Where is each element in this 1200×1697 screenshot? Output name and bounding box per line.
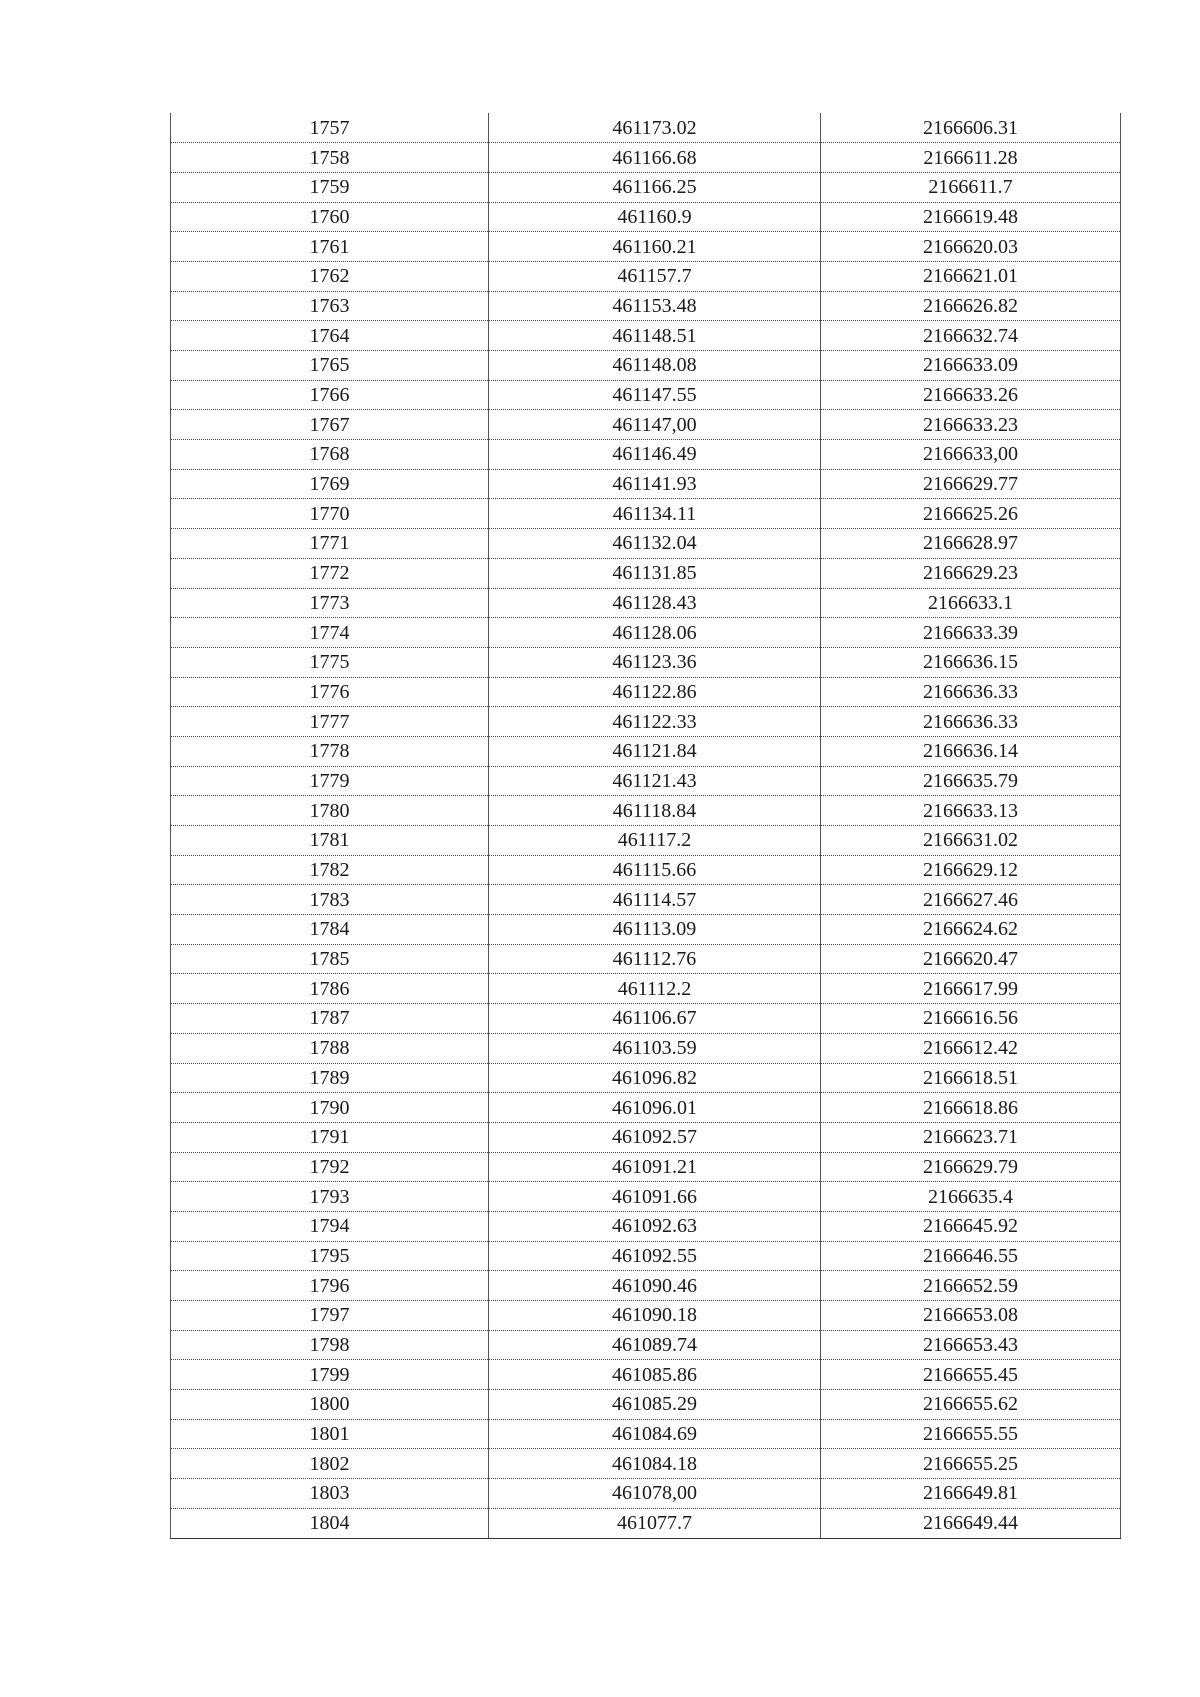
x-coordinate-cell: 461173.02 <box>489 113 821 143</box>
point-number-cell: 1771 <box>171 529 489 559</box>
point-number-cell: 1778 <box>171 736 489 766</box>
table-row <box>171 1419 1121 1449</box>
x-coordinate-cell: 461147,00 <box>489 410 821 440</box>
x-coordinate-cell: 461134.11 <box>489 499 821 529</box>
y-coordinate-cell: 2166636.15 <box>821 647 1121 677</box>
point-number-cell: 1793 <box>171 1182 489 1212</box>
point-number-cell: 1785 <box>171 944 489 974</box>
x-coordinate-cell: 461123.36 <box>489 647 821 677</box>
point-number-cell: 1801 <box>171 1419 489 1449</box>
table-row <box>171 766 1121 796</box>
point-number-cell: 1796 <box>171 1271 489 1301</box>
x-coordinate-cell: 461118.84 <box>489 796 821 826</box>
table-row <box>171 1241 1121 1271</box>
y-coordinate-cell: 2166629.79 <box>821 1152 1121 1182</box>
point-number-cell: 1779 <box>171 766 489 796</box>
point-number-cell: 1782 <box>171 855 489 885</box>
table-row <box>171 1004 1121 1034</box>
y-coordinate-cell: 2166619.48 <box>821 202 1121 232</box>
y-coordinate-cell: 2166633.13 <box>821 796 1121 826</box>
x-coordinate-cell: 461092.55 <box>489 1241 821 1271</box>
point-number-cell: 1791 <box>171 1122 489 1152</box>
x-coordinate-cell: 461112.76 <box>489 944 821 974</box>
y-coordinate-cell: 2166633,00 <box>821 440 1121 470</box>
x-coordinate-cell: 461148.51 <box>489 321 821 351</box>
point-number-cell: 1794 <box>171 1211 489 1241</box>
y-coordinate-cell: 2166655.25 <box>821 1449 1121 1479</box>
y-coordinate-cell: 2166629.12 <box>821 855 1121 885</box>
x-coordinate-cell: 461166.68 <box>489 143 821 173</box>
point-number-cell: 1804 <box>171 1508 489 1538</box>
x-coordinate-cell: 461122.86 <box>489 677 821 707</box>
point-number-cell: 1787 <box>171 1004 489 1034</box>
table-row <box>171 1211 1121 1241</box>
x-coordinate-cell: 461096.01 <box>489 1093 821 1123</box>
y-coordinate-cell: 2166620.03 <box>821 232 1121 262</box>
table-row <box>171 143 1121 173</box>
x-coordinate-cell: 461153.48 <box>489 291 821 321</box>
x-coordinate-cell: 461146.49 <box>489 440 821 470</box>
y-coordinate-cell: 2166611.28 <box>821 143 1121 173</box>
table-row <box>171 1271 1121 1301</box>
table-row <box>171 1479 1121 1509</box>
y-coordinate-cell: 2166611.7 <box>821 172 1121 202</box>
table-row <box>171 558 1121 588</box>
y-coordinate-cell: 2166636.14 <box>821 736 1121 766</box>
table-row <box>171 885 1121 915</box>
y-coordinate-cell: 2166621.01 <box>821 261 1121 291</box>
y-coordinate-cell: 2166655.62 <box>821 1390 1121 1420</box>
y-coordinate-cell: 2166649.81 <box>821 1479 1121 1509</box>
table-row <box>171 1152 1121 1182</box>
x-coordinate-cell: 461160.21 <box>489 232 821 262</box>
table-row <box>171 796 1121 826</box>
point-number-cell: 1768 <box>171 440 489 470</box>
table-row <box>171 113 1121 143</box>
x-coordinate-cell: 461085.86 <box>489 1360 821 1390</box>
x-coordinate-cell: 461121.43 <box>489 766 821 796</box>
y-coordinate-cell: 2166655.45 <box>821 1360 1121 1390</box>
table-row <box>171 1093 1121 1123</box>
table-row <box>171 1122 1121 1152</box>
x-coordinate-cell: 461089.74 <box>489 1330 821 1360</box>
y-coordinate-cell: 2166623.71 <box>821 1122 1121 1152</box>
table-row <box>171 618 1121 648</box>
point-number-cell: 1766 <box>171 380 489 410</box>
x-coordinate-cell: 461128.43 <box>489 588 821 618</box>
point-number-cell: 1799 <box>171 1360 489 1390</box>
y-coordinate-cell: 2166653.43 <box>821 1330 1121 1360</box>
point-number-cell: 1759 <box>171 172 489 202</box>
x-coordinate-cell: 461092.57 <box>489 1122 821 1152</box>
point-number-cell: 1765 <box>171 351 489 381</box>
point-number-cell: 1780 <box>171 796 489 826</box>
table-row <box>171 974 1121 1004</box>
point-number-cell: 1802 <box>171 1449 489 1479</box>
x-coordinate-cell: 461166.25 <box>489 172 821 202</box>
table-row <box>171 1390 1121 1420</box>
point-number-cell: 1769 <box>171 469 489 499</box>
table-row <box>171 1449 1121 1479</box>
y-coordinate-cell: 2166624.62 <box>821 915 1121 945</box>
coordinates-table-body <box>171 113 1121 1538</box>
point-number-cell: 1797 <box>171 1301 489 1331</box>
table-row <box>171 1360 1121 1390</box>
table-row <box>171 915 1121 945</box>
x-coordinate-cell: 461157.7 <box>489 261 821 291</box>
table-row <box>171 855 1121 885</box>
y-coordinate-cell: 2166646.55 <box>821 1241 1121 1271</box>
table-row <box>171 1508 1121 1538</box>
y-coordinate-cell: 2166635.4 <box>821 1182 1121 1212</box>
x-coordinate-cell: 461121.84 <box>489 736 821 766</box>
point-number-cell: 1792 <box>171 1152 489 1182</box>
x-coordinate-cell: 461091.21 <box>489 1152 821 1182</box>
point-number-cell: 1798 <box>171 1330 489 1360</box>
y-coordinate-cell: 2166606.31 <box>821 113 1121 143</box>
table-row <box>171 944 1121 974</box>
x-coordinate-cell: 461078,00 <box>489 1479 821 1509</box>
x-coordinate-cell: 461113.09 <box>489 915 821 945</box>
y-coordinate-cell: 2166653.08 <box>821 1301 1121 1331</box>
point-number-cell: 1803 <box>171 1479 489 1509</box>
y-coordinate-cell: 2166618.86 <box>821 1093 1121 1123</box>
point-number-cell: 1781 <box>171 826 489 856</box>
y-coordinate-cell: 2166616.56 <box>821 1004 1121 1034</box>
point-number-cell: 1783 <box>171 885 489 915</box>
table-row <box>171 1301 1121 1331</box>
table-row <box>171 1033 1121 1063</box>
x-coordinate-cell: 461115.66 <box>489 855 821 885</box>
point-number-cell: 1776 <box>171 677 489 707</box>
point-number-cell: 1767 <box>171 410 489 440</box>
table-row <box>171 410 1121 440</box>
point-number-cell: 1788 <box>171 1033 489 1063</box>
x-coordinate-cell: 461084.69 <box>489 1419 821 1449</box>
y-coordinate-cell: 2166612.42 <box>821 1033 1121 1063</box>
y-coordinate-cell: 2166635.79 <box>821 766 1121 796</box>
x-coordinate-cell: 461103.59 <box>489 1033 821 1063</box>
y-coordinate-cell: 2166636.33 <box>821 677 1121 707</box>
table-row <box>171 736 1121 766</box>
y-coordinate-cell: 2166627.46 <box>821 885 1121 915</box>
x-coordinate-cell: 461112.2 <box>489 974 821 1004</box>
x-coordinate-cell: 461128.06 <box>489 618 821 648</box>
table-row <box>171 499 1121 529</box>
point-number-cell: 1795 <box>171 1241 489 1271</box>
table-row <box>171 202 1121 232</box>
x-coordinate-cell: 461132.04 <box>489 529 821 559</box>
table-row <box>171 1063 1121 1093</box>
table-row <box>171 380 1121 410</box>
x-coordinate-cell: 461090.18 <box>489 1301 821 1331</box>
point-number-cell: 1762 <box>171 261 489 291</box>
table-row <box>171 172 1121 202</box>
y-coordinate-cell: 2166626.82 <box>821 291 1121 321</box>
point-number-cell: 1777 <box>171 707 489 737</box>
table-row <box>171 232 1121 262</box>
x-coordinate-cell: 461085.29 <box>489 1390 821 1420</box>
table-row <box>171 261 1121 291</box>
x-coordinate-cell: 461114.57 <box>489 885 821 915</box>
point-number-cell: 1789 <box>171 1063 489 1093</box>
x-coordinate-cell: 461077.7 <box>489 1508 821 1538</box>
x-coordinate-cell: 461147.55 <box>489 380 821 410</box>
x-coordinate-cell: 461091.66 <box>489 1182 821 1212</box>
y-coordinate-cell: 2166625.26 <box>821 499 1121 529</box>
table-row <box>171 291 1121 321</box>
coordinates-table <box>170 113 1121 1539</box>
table-row <box>171 647 1121 677</box>
point-number-cell: 1775 <box>171 647 489 677</box>
x-coordinate-cell: 461084.18 <box>489 1449 821 1479</box>
y-coordinate-cell: 2166633.39 <box>821 618 1121 648</box>
y-coordinate-cell: 2166631.02 <box>821 826 1121 856</box>
y-coordinate-cell: 2166633.23 <box>821 410 1121 440</box>
point-number-cell: 1774 <box>171 618 489 648</box>
point-number-cell: 1772 <box>171 558 489 588</box>
table-row <box>171 588 1121 618</box>
point-number-cell: 1761 <box>171 232 489 262</box>
x-coordinate-cell: 461131.85 <box>489 558 821 588</box>
x-coordinate-cell: 461117.2 <box>489 826 821 856</box>
x-coordinate-cell: 461090.46 <box>489 1271 821 1301</box>
y-coordinate-cell: 2166620.47 <box>821 944 1121 974</box>
point-number-cell: 1773 <box>171 588 489 618</box>
point-number-cell: 1758 <box>171 143 489 173</box>
x-coordinate-cell: 461096.82 <box>489 1063 821 1093</box>
x-coordinate-cell: 461148.08 <box>489 351 821 381</box>
table-row <box>171 469 1121 499</box>
table-row <box>171 1330 1121 1360</box>
y-coordinate-cell: 2166655.55 <box>821 1419 1121 1449</box>
point-number-cell: 1770 <box>171 499 489 529</box>
y-coordinate-cell: 2166618.51 <box>821 1063 1121 1093</box>
y-coordinate-cell: 2166645.92 <box>821 1211 1121 1241</box>
table-row <box>171 677 1121 707</box>
x-coordinate-cell: 461092.63 <box>489 1211 821 1241</box>
x-coordinate-cell: 461141.93 <box>489 469 821 499</box>
x-coordinate-cell: 461106.67 <box>489 1004 821 1034</box>
y-coordinate-cell: 2166649.44 <box>821 1508 1121 1538</box>
point-number-cell: 1763 <box>171 291 489 321</box>
table-row <box>171 1182 1121 1212</box>
table-row <box>171 529 1121 559</box>
point-number-cell: 1784 <box>171 915 489 945</box>
table-row <box>171 351 1121 381</box>
table-row <box>171 321 1121 351</box>
y-coordinate-cell: 2166617.99 <box>821 974 1121 1004</box>
point-number-cell: 1760 <box>171 202 489 232</box>
point-number-cell: 1790 <box>171 1093 489 1123</box>
y-coordinate-cell: 2166629.23 <box>821 558 1121 588</box>
point-number-cell: 1800 <box>171 1390 489 1420</box>
y-coordinate-cell: 2166633.09 <box>821 351 1121 381</box>
table-row <box>171 440 1121 470</box>
table-row <box>171 826 1121 856</box>
table-row <box>171 707 1121 737</box>
y-coordinate-cell: 2166636.33 <box>821 707 1121 737</box>
point-number-cell: 1757 <box>171 113 489 143</box>
y-coordinate-cell: 2166629.77 <box>821 469 1121 499</box>
y-coordinate-cell: 2166632.74 <box>821 321 1121 351</box>
x-coordinate-cell: 461122.33 <box>489 707 821 737</box>
point-number-cell: 1786 <box>171 974 489 1004</box>
y-coordinate-cell: 2166652.59 <box>821 1271 1121 1301</box>
y-coordinate-cell: 2166633.26 <box>821 380 1121 410</box>
x-coordinate-cell: 461160.9 <box>489 202 821 232</box>
y-coordinate-cell: 2166633.1 <box>821 588 1121 618</box>
y-coordinate-cell: 2166628.97 <box>821 529 1121 559</box>
point-number-cell: 1764 <box>171 321 489 351</box>
